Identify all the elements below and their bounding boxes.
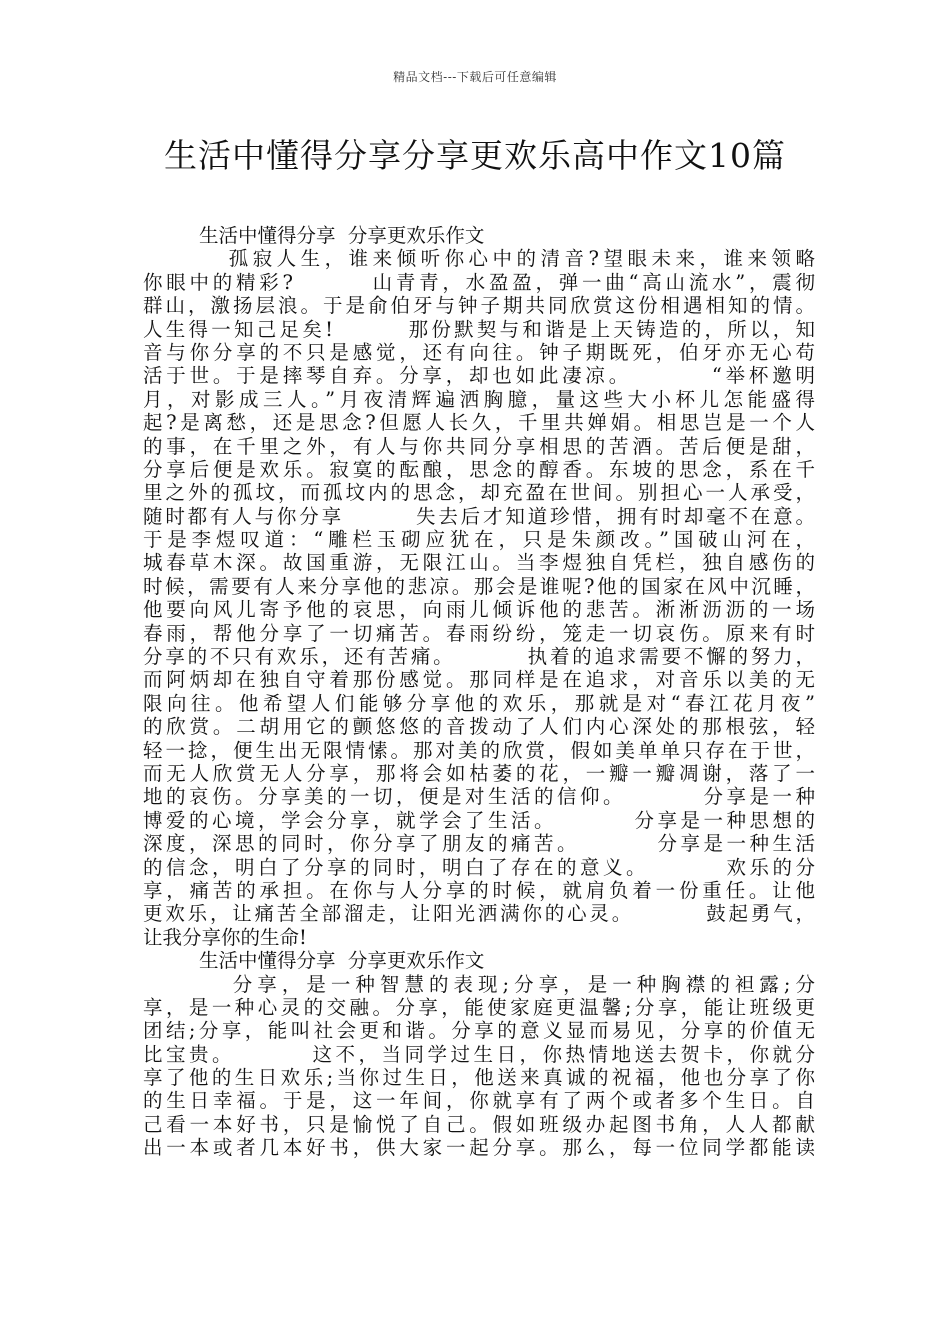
- text-line: 而阿炳却在独自守着那份感觉。那同样是在追求，对音乐以美的无: [143, 668, 815, 692]
- text-line: 音与你分享的不只是感觉，还有向往。钟子期既死，伯牙亦无心苟: [143, 340, 815, 364]
- text-line: 城春草木深。故国重游，无限江山。当李煜独自凭栏，独自感伤的: [143, 551, 815, 575]
- text-line: 享了他的生日欢乐;当你过生日，他送来真诚的祝福，他也分享了你: [143, 1066, 815, 1090]
- text-line: 的生日幸福。于是，这一年间，你就享有了两个或者多个生日。自: [143, 1089, 815, 1113]
- text-line: 己看一本好书，只是愉悦了自己。假如班级办起图书角，人人都献: [143, 1112, 815, 1136]
- text-line: 享，痛苦的承担。在你与人分享的时候，就肩负着一份重任。让他: [143, 878, 815, 902]
- text-line: 群山，激扬层浪。于是俞伯牙与钟子期共同欣赏这份相遇相知的情。: [143, 294, 815, 318]
- text-line: 你眼中的精彩? 山青青，水盈盈，弹一曲“高山流水”，震彻: [143, 270, 815, 294]
- text-line: 出一本或者几本好书，供大家一起分享。那么，每一位同学都能读: [143, 1136, 815, 1160]
- text-line: 活于世。于是摔琴自弃。分享，却也如此凄凉。 “举杯邀明: [143, 364, 815, 388]
- text-line: 分享后便是欢乐。寂寞的酝酿，思念的醇香。东坡的思念，系在千: [143, 457, 815, 481]
- text-line: 更欢乐，让痛苦全部溜走，让阳光洒满你的心灵。 鼓起勇气，: [143, 902, 815, 926]
- text-line: 起?是离愁，还是思念?但愿人长久，千里共婵娟。相思岂是一个人: [143, 411, 815, 435]
- text-line: 限向往。他希望人们能够分享他的欢乐，那就是对“春江花月夜”: [143, 691, 815, 715]
- section-heading: 生活中懂得分享 分享更欢乐作文: [199, 224, 485, 247]
- text-line: 让我分享你的生命!: [143, 925, 307, 949]
- text-line: 人生得一知己足矣! 那份默契与和谐是上天铸造的，所以，知: [143, 317, 815, 341]
- document-body: [143, 224, 815, 1160]
- text-line: 轻一捻，便生出无限情愫。那对美的欣赏，假如美单单只存在于世，: [143, 738, 815, 762]
- text-line: 分享的不只有欢乐，还有苦痛。 执着的追求需要不懈的努力，: [143, 645, 815, 669]
- text-line: 里之外的孤坟，而孤坟内的思念，却充盈在世间。别担心一人承受，: [143, 481, 815, 505]
- text-line: 月，对影成三人。”月夜清辉遍洒胸臆，量这些大小杯儿怎能盛得: [143, 387, 815, 411]
- section-heading: 生活中懂得分享 分享更欢乐作文: [199, 949, 485, 973]
- text-line: 的信念，明白了分享的同时，明白了存在的意义。 欢乐的分: [143, 855, 815, 879]
- text-line: 孤寂人生，谁来倾听你心中的清音?望眼未来，谁来领略: [143, 247, 815, 271]
- text-line: 比宝贵。 这不，当同学过生日，你热情地送去贺卡，你就分: [143, 1042, 815, 1066]
- text-line: 他要向风儿寄予他的哀思，向雨儿倾诉他的悲苦。淅淅沥沥的一场: [143, 598, 815, 622]
- text-line: 春雨，帮他分享了一切痛苦。春雨纷纷，笼走一切哀伤。原来有时: [143, 621, 815, 645]
- text-line: 地的哀伤。分享美的一切，便是对生活的信仰。 分享是一种: [143, 785, 815, 809]
- page-header: 精品文档---下载后可任意编辑: [393, 70, 557, 84]
- text-line: 的事，在千里之外，有人与你共同分享相思的苦酒。苦后便是甜，: [143, 434, 815, 458]
- text-line: 享，是一种心灵的交融。分享，能使家庭更温馨;分享，能让班级更: [143, 995, 815, 1019]
- text-line: 博爱的心境，学会分享，就学会了生活。 分享是一种思想的: [143, 808, 815, 832]
- text-line: 而无人欣赏无人分享，那将会如枯萎的花，一瓣一瓣凋谢，落了一: [143, 761, 815, 785]
- text-line: 时候，需要有人来分享他的悲凉。那会是谁呢?他的国家在风中沉睡，: [143, 574, 815, 598]
- text-line: 分享，是一种智慧的表现;分享，是一种胸襟的袒露;分: [143, 972, 815, 996]
- text-line: 深度，深思的同时，你分享了朋友的痛苦。 分享是一种生活: [143, 832, 815, 856]
- text-line: 的欣赏。二胡用它的颤悠悠的音拨动了人们内心深处的那根弦，轻: [143, 715, 815, 739]
- text-line: 于是李煜叹道：“雕栏玉砌应犹在，只是朱颜改。”国破山河在，: [143, 528, 815, 552]
- text-line: 随时都有人与你分享 失去后才知道珍惜，拥有时却毫不在意。: [143, 504, 815, 528]
- document-title: 生活中懂得分享分享更欢乐高中作文10篇: [164, 136, 786, 175]
- text-line: 团结;分享，能叫社会更和谐。分享的意义显而易见，分享的价值无: [143, 1019, 815, 1043]
